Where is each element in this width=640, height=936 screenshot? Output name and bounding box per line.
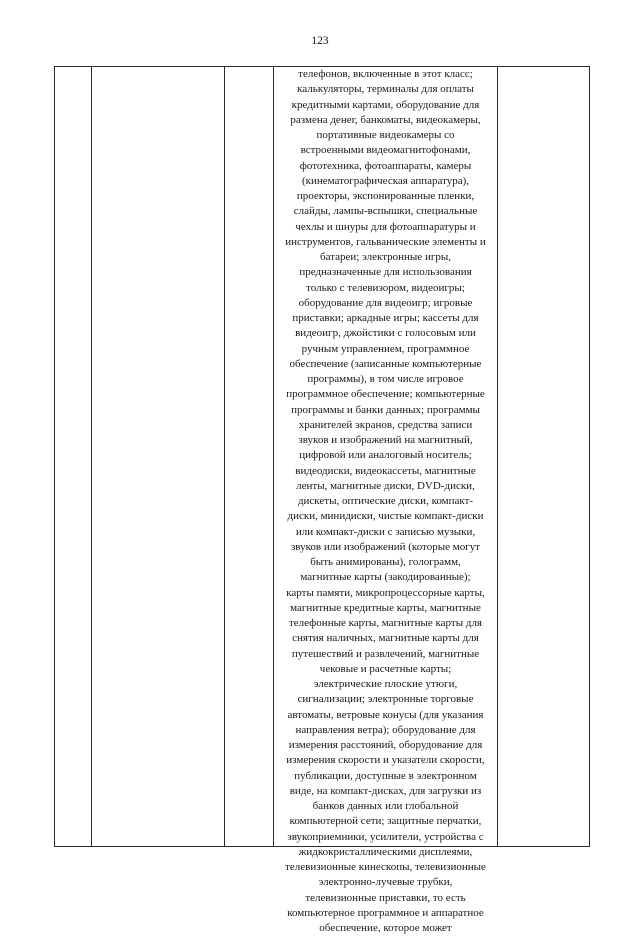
goods-description-line: слайды, лампы-вспышки, специальные: [293, 205, 478, 218]
goods-description-cell: [273, 66, 498, 936]
goods-description-line: дискеты, оптические диски, компакт-: [297, 495, 474, 507]
goods-description-line: обеспечение, которое может: [319, 922, 452, 934]
goods-description-line: (кинематографическая аппаратура),: [301, 174, 470, 187]
goods-description-line: телефонные карты, магнитные карты для: [288, 617, 482, 629]
goods-description-line: публикации, доступные в электронном: [294, 769, 477, 782]
goods-description-line: программное обеспечение; компьютерные: [286, 388, 485, 401]
goods-description-line: измерения расстояний, оборудование для: [288, 739, 483, 751]
goods-description-line: жидкокристаллическими дисплеями,: [298, 845, 473, 858]
goods-description-line: автоматы, ветровые конусы (для указания: [287, 708, 484, 721]
goods-description-line: звукоприемники, усилители, устройства с: [287, 830, 484, 843]
goods-description-line: магнитные кредитные карты, магнитные: [290, 601, 481, 614]
goods-description-line: портативные видеокамеры со: [316, 129, 455, 141]
goods-description-line: обеспечение (записанные компьютерные: [289, 357, 482, 370]
goods-description-line: программы и банки данных; программы: [291, 403, 480, 416]
goods-description-line: компьютерное программное и аппаратное: [287, 906, 484, 919]
column-divider-1: [91, 66, 92, 847]
goods-description-line: ленты, магнитные диски, DVD-диски,: [296, 479, 475, 492]
goods-description-line: инструментов, гальванические элементы и: [285, 235, 486, 248]
goods-description-line: чехлы и шнуры для фотоаппаратуры и: [295, 220, 476, 233]
goods-description-line: программы), в том числе игровое: [307, 373, 464, 385]
goods-description-line: телевизионные приставки, то есть: [305, 891, 466, 904]
goods-description-line: только с телевизором, видеоигры;: [306, 281, 465, 294]
goods-description-line: электронно-лучевые трубки,: [318, 876, 453, 889]
goods-description-line: видеоигр, джойстики с голосовым или: [295, 327, 476, 340]
goods-description-line: телевизионные кинескопы, телевизионные: [285, 861, 486, 873]
goods-description-line: кредитными картами, оборудование для: [291, 98, 480, 111]
table-right-border: [589, 66, 590, 847]
goods-description-line: компьютерной сети; защитные перчатки,: [289, 815, 482, 828]
table-left-border: [54, 66, 55, 847]
goods-description-line: снятия наличных, магнитные карты для: [292, 632, 479, 645]
goods-description-line: электрические плоские утюги,: [313, 678, 458, 690]
goods-description-line: калькуляторы, терминалы для оплаты: [297, 83, 474, 96]
goods-description-line: измерения скорости и указатели скорости,: [286, 754, 485, 767]
goods-description-line: батареи; электронные игры,: [320, 251, 451, 263]
goods-description-line: сигнализации; электронные торговые: [297, 693, 474, 706]
goods-description-line: размена денег, банкоматы, видеокамеры,: [290, 113, 481, 126]
goods-description-line: быть анимированы), голограмм,: [310, 556, 461, 568]
goods-description-line: банков данных или глобальной: [312, 800, 459, 812]
goods-description-line: хранителей экранов, средства записи: [298, 418, 473, 431]
goods-description-line: предназначенные для использования: [299, 266, 472, 279]
goods-description-line: звуков или изображений (которые могут: [290, 540, 481, 553]
goods-description-line: видеодиски, видеокассеты, магнитные: [295, 464, 476, 477]
goods-description-line: приставки; аркадные игры; кассеты для: [292, 312, 479, 324]
goods-description-line: магнитные карты (закодированные);: [300, 571, 471, 584]
goods-description-line: звуков и изображений на магнитный,: [298, 434, 473, 446]
column-divider-2: [224, 66, 225, 847]
goods-description-line: оборудование для видеоигр; игровые: [298, 296, 473, 309]
goods-description-line: проекторы, экспонированные пленки,: [296, 190, 475, 202]
goods-description-line: направления ветра); оборудование для: [295, 723, 476, 736]
goods-description-line: встроенными видеомагнитофонами,: [300, 144, 471, 157]
goods-description-line: фототехника, фотоаппараты, камеры: [299, 159, 472, 172]
goods-description-line: или компакт-диски с записью музыки,: [295, 525, 476, 538]
goods-description-line: телефонов, включенные в этот класс;: [298, 68, 473, 80]
goods-description-line: чековые и расчетные карты;: [319, 662, 452, 675]
goods-description-line: виде, на компакт-дисках, для загрузки из: [289, 784, 482, 797]
page-number: 123: [311, 35, 329, 47]
goods-description-line: диски, минидиски, чистые компакт-диски: [287, 510, 484, 523]
goods-description-line: ручным управлением, программное: [301, 342, 470, 355]
goods-description-line: карты памяти, микропроцессорные карты,: [286, 586, 485, 599]
goods-description-line: путешествий и развлечений, магнитные: [291, 647, 480, 660]
goods-description-line: цифровой или аналоговый носитель;: [299, 449, 472, 462]
